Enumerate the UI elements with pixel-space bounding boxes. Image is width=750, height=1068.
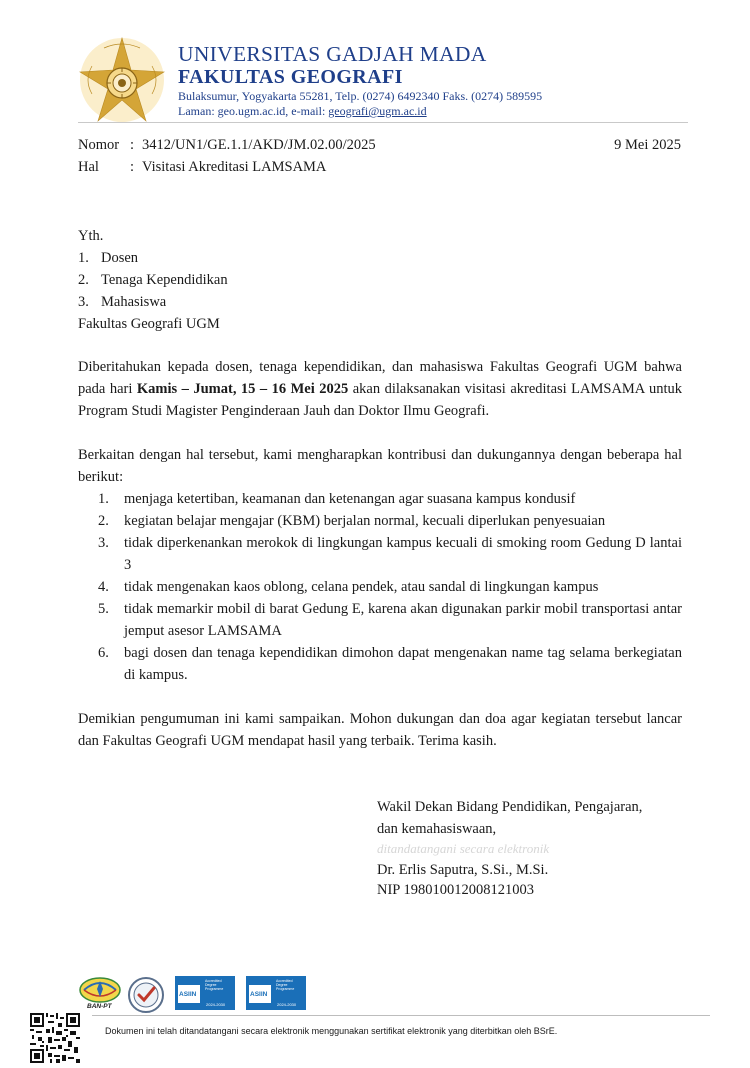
asiin-badge-2 <box>249 985 271 1003</box>
header-divider <box>78 122 688 123</box>
nomor-label: Nomor <box>78 137 120 153</box>
list-item-text: tidak diperkenankan merokok di lingkungan kampus kecuali di smoking room Gedung D lantai 3 <box>124 535 682 573</box>
electronic-signature-note: ditandatangani secara elektronik <box>377 841 550 856</box>
recipient-item <box>78 269 228 291</box>
qr-code[interactable] <box>30 1013 80 1063</box>
recipient-number: 2. <box>78 272 89 288</box>
signatory-name: Dr. Erlis Saputra, S.Si., M.Si. <box>377 862 549 878</box>
asiin-logo-1 <box>175 976 235 1010</box>
recipient-text: Tenaga Kependidikan <box>101 272 228 288</box>
university-name: UNIVERSITAS GADJAH MADA <box>178 42 487 66</box>
e-signature-footer-note: Dokumen ini telah ditandatangani secara elektronik menggunakan sertifikat elektronik yang diterbitkan oleh BSrE. <box>105 1026 558 1036</box>
nomor-value: 3412/UN1/GE.1.1/AKD/JM.02.00/2025 <box>142 137 376 153</box>
asiin-years-2: 2024-2030 <box>277 1002 297 1007</box>
list-item <box>78 488 682 510</box>
ugm-seal-icon <box>78 36 166 124</box>
list-item-text: bagi dosen dan tenaga kependidikan dimohon dapat mengenakan name tag selama berkegiatan di kampus. <box>124 645 682 683</box>
closing-paragraph: Demikian pengumuman ini kami sampaikan. Mohon dukungan dan doa agar kegiatan tersebut lancar dan Fakultas Geografi UGM mendapat hasil yang terbaik. Terima kasih. <box>78 711 682 749</box>
hal-value: Visitasi Akreditasi LAMSAMA <box>142 159 327 175</box>
recipient-item <box>78 247 139 269</box>
body-paragraph-1 <box>78 356 682 422</box>
quality-check-seal-icon <box>127 976 165 1014</box>
list-item-text: menjaga ketertiban, keamanan dan ketenangan agar suasana kampus kondusif <box>124 491 576 507</box>
signatory-title-line-1: Wakil Dekan Bidang Pendidikan, Pengajaran, <box>377 799 643 815</box>
visit-dates: Kamis – Jumat, 15 – 16 Mei 2025 <box>136 381 349 397</box>
asiin-logo-2 <box>246 976 306 1010</box>
list-item-text: tidak mengenakan kaos oblong, celana pendek, atau sandal di lingkungan kampus <box>124 579 599 595</box>
para1-part-b: akan dilaksanakan visitasi akreditasi LAMSAMA untuk Program Studi Magister Penginderaan Jauh dan Doktor Ilmu Geografi. <box>78 381 682 419</box>
list-item <box>78 642 682 686</box>
list-item-text: kegiatan belajar mengajar (KBM) berjalan normal, kecuali diperlukan penyesuaian <box>124 513 606 529</box>
asiin-label-1: ASIIN <box>179 991 197 998</box>
recipient-number: 3. <box>78 294 89 310</box>
asiin-label-2: ASIIN <box>250 991 268 998</box>
recipient-unit: Fakultas Geografi UGM <box>78 316 220 332</box>
hal-separator: : <box>130 159 135 175</box>
list-item <box>78 576 682 598</box>
list-item-text: tidak memarkir mobil di barat Gedung E, karena akan digunakan parkir mobil transportasi antar jemput asesor LAMSAMA <box>124 601 682 639</box>
signatory-nip: NIP 198010012008121003 <box>377 882 534 898</box>
ugm-logo <box>78 36 166 124</box>
list-item <box>78 510 682 532</box>
list-item-number: 2. <box>98 513 109 529</box>
faculty-address: Bulaksumur, Yogyakarta 55281, Telp. (0274) 6492340 Faks. (0274) 589595 <box>178 89 543 103</box>
list-item-number: 3. <box>98 535 109 551</box>
recipient-text: Mahasiswa <box>101 294 167 310</box>
qr-code-icon <box>30 1013 80 1063</box>
signatory-title-line-2: dan kemahasiswaan, <box>377 821 497 837</box>
list-item-number: 6. <box>98 645 109 661</box>
asiin-badge-1 <box>178 985 200 1003</box>
recipient-number: 1. <box>78 250 89 266</box>
web-prefix: Laman: geo.ugm.ac.id, e-mail: <box>178 104 329 118</box>
asiin-years-1: 2024-2030 <box>206 1002 226 1007</box>
recipient-text: Dosen <box>101 250 139 266</box>
nomor-separator: : <box>130 137 135 153</box>
banpt-label: BAN-PT <box>87 1003 112 1010</box>
body-paragraph-2: Berkaitan dengan hal tersebut, kami mengharapkan kontribusi dan dukungannya dengan beberapa hal berikut: <box>78 447 682 485</box>
faculty-web <box>178 104 427 119</box>
para1-part-a: Diberitahukan kepada dosen, tenaga kependidikan, dan mahasiswa Fakultas Geografi UGM bahwa pada hari <box>78 359 682 397</box>
faculty-name: FAKULTAS GEOGRAFI <box>178 66 403 88</box>
list-item-number: 4. <box>98 579 109 595</box>
guidelines-list <box>78 488 682 686</box>
hal-label: Hal <box>78 159 99 175</box>
email-link[interactable]: geografi@ugm.ac.id <box>328 104 427 118</box>
banpt-logo <box>78 976 122 1012</box>
footer-divider <box>92 1015 710 1016</box>
recipient-item <box>78 291 167 313</box>
salutation: Yth. <box>78 228 104 244</box>
asiin-accredited-text: Accredited Degree Programme <box>276 979 295 991</box>
letter-date: 9 Mei 2025 <box>614 137 681 153</box>
list-item-number: 1. <box>98 491 109 507</box>
asiin-accredited-text: Accredited Degree Programme <box>205 979 224 991</box>
list-item <box>78 598 682 642</box>
list-item-number: 5. <box>98 601 109 617</box>
list-item <box>78 532 682 576</box>
quality-seal-logo <box>127 976 165 1014</box>
